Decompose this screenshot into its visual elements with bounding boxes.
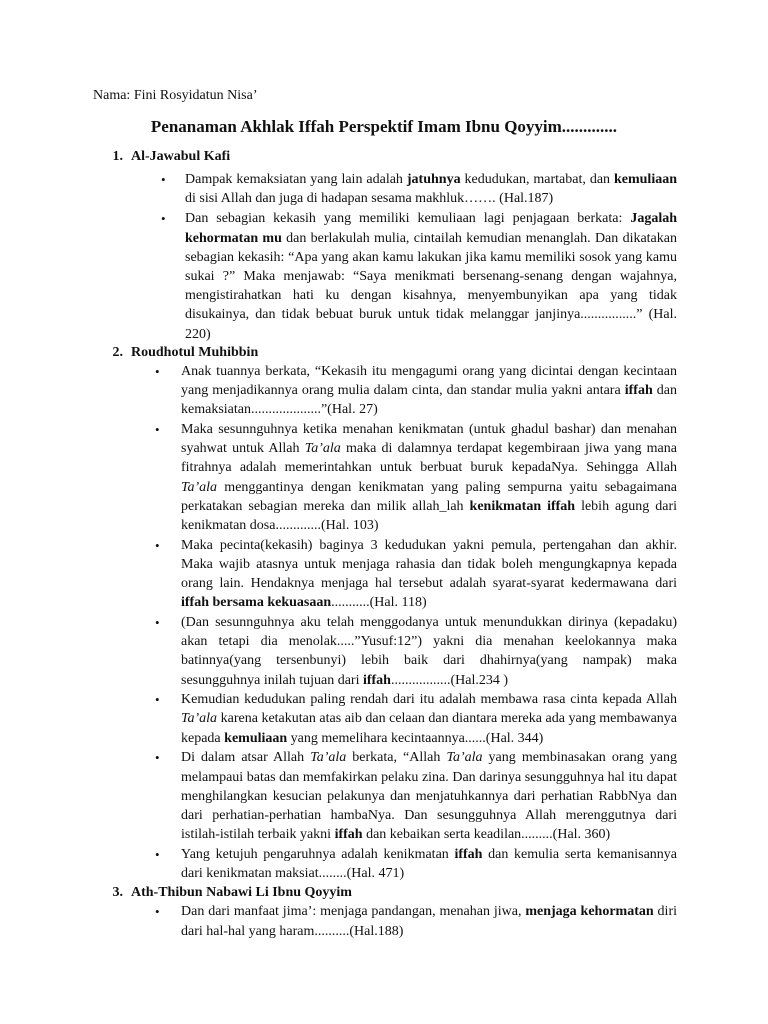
bullet-icon: •: [155, 904, 160, 920]
text-run: kedudukan, martabat, dan: [460, 172, 614, 187]
bullet-icon: •: [161, 172, 166, 187]
section-heading: [93, 344, 677, 362]
bullet-icon: •: [155, 750, 160, 766]
text-run: Maka sesunnguhnya ketika menahan kenikmatan (untuk ghadul bashar) dan menahan syahwat untuk Allah: [181, 421, 677, 457]
section-title: Roudhotul Muhibbin: [131, 344, 259, 360]
text-run: Di dalam atsar Allah: [181, 750, 311, 766]
section-3: [93, 884, 677, 940]
document-title: Penanaman Akhlak Iffah Perspektif Imam Ibnu Qoyyim.............: [150, 117, 618, 136]
bold-term: kemuliaan: [224, 730, 288, 746]
section-title: Ath-Thibun Nabawi Li Ibnu Qoyyim: [131, 885, 352, 901]
bold-term: kenikmatan iffah: [469, 498, 576, 514]
text-run: (Dan sesunnguhnya aku telah menggodanya untuk menundukkan dirinya (kepadaku) akan tetapi dia menolak.....”Yusuf:12”) yakni dia menahan keelokannya maka batinnya(yang tersenbunyi) lebih baik dari dhahirnya(yang nampak) maka sesungguhnya inilah tujuan dari: [181, 614, 677, 688]
student-name-line: Nama: Fini Rosyidatun Nisa’: [93, 88, 258, 103]
bullet-icon: •: [155, 692, 160, 708]
bold-term: menjaga kehormatan: [525, 904, 654, 920]
list-item: [155, 845, 678, 883]
section-list: [93, 148, 677, 941]
bullet-icon: •: [155, 614, 160, 630]
bullet-list: [93, 362, 677, 883]
section-number: 2.: [112, 344, 123, 360]
bold-term: iffah bersama kekuasaan: [181, 595, 332, 611]
italic-term: Ta’ala: [181, 479, 218, 495]
text-run: diri dari hal-hal yang haram..........(Hal.188): [181, 904, 677, 939]
bullet-icon: •: [155, 537, 160, 553]
bold-term: iffah: [454, 846, 483, 862]
text-run: Kemudian kedudukan paling rendah dari itu adalah membawa rasa cinta kepada Allah: [181, 692, 677, 708]
text-run: Anak tuannya berkata, “Kekasih itu mengagumi orang yang dicintai dengan kecintaan yang menjadikannya orang mulia dalam cinta, dan standar mulia yakni antara: [181, 363, 677, 399]
text-run: Dampak kemaksiatan yang lain adalah: [185, 172, 407, 187]
bold-term: Jagalah kehormatan mu: [185, 211, 677, 246]
list-item: [155, 536, 677, 613]
text-run: ...........(Hal. 118): [331, 595, 427, 611]
italic-term: Ta’ala: [304, 441, 341, 457]
bullet-icon: •: [161, 211, 166, 227]
list-item: [155, 690, 677, 748]
list-item: [155, 362, 677, 420]
text-run: dan berlakulah mulia, cintailah kemudian menanglah. Dan dikatakan sebagian kekasih: “Apa yang akan kamu lakukan jika kamu memiliki sosok yang kamu sukai ?” Maka menjawab: “Saya menikmati bersenang-senang dengan wajahnya, mengistirahatkan hati ku dengan kisahnya, menyembunyikan apa yang tidak disukainya, dan tidak bebuat buruk untuk tidak melanggar janjinya................” (Hal. 220): [185, 230, 677, 342]
bullet-list: [93, 170, 677, 344]
section-heading: [93, 884, 677, 902]
text-run: Dan dari manfaat jima’: menjaga pandangan, menahan jiwa,: [181, 904, 526, 920]
bullet-list: [93, 902, 677, 940]
list-item: [155, 420, 677, 535]
text-run: maka di dalamnya terdapat kegembiraan jiwa yang mana fitrahnya adalah memerintahkan untuk berbuat buruk kepadaNya. Sehingga Allah: [181, 441, 677, 476]
section-1: [93, 148, 677, 344]
bullet-icon: •: [155, 363, 160, 379]
section-heading: [93, 148, 677, 166]
section-title: Al-Jawabul Kafi: [131, 149, 231, 164]
text-run: dan kemulia serta kemanisannya dari kenikmatan maksiat........(Hal. 471): [181, 846, 678, 882]
text-run: dan kemaksiatan....................”(Hal. 27): [181, 383, 677, 418]
list-item: [161, 170, 677, 208]
text-run: dan kebaikan serta keadilan.........(Hal. 360): [362, 827, 611, 843]
text-run: karena ketakutan atas aib dan celaan dan diantara mereka ada yang membawanya kepada: [181, 711, 677, 746]
text-run: yang memelihara kecintaannya......(Hal. 344): [287, 730, 544, 746]
text-run: Yang ketujuh pengaruhnya adalah kenikmatan: [181, 846, 455, 862]
list-item: [161, 209, 677, 343]
italic-term: Ta’ala: [446, 750, 483, 766]
bullet-icon: •: [155, 421, 160, 437]
text-run: yang membinasakan orang yang melampaui batas dan memfakirkan pelaku zina. Dan darinya sesungguhnya hal itu dapat menghilangkan kesucian pelakunya dan menjatuhkannya dari perhatian RabbNya dan dari perhatian-perhatian hambaNya. Dan sesungguhnya Allah merenggutnya dari istilah-istilah terbaik yakni: [181, 750, 677, 843]
text-run: berkata, “Allah: [346, 750, 447, 766]
italic-term: Ta’ala: [310, 750, 347, 766]
list-item: [155, 902, 677, 940]
text-run: di sisi Allah dan juga di hadapan sesama makhluk……. (Hal.187): [185, 191, 554, 207]
bold-term: iffah: [362, 672, 391, 688]
text-run: .................(Hal.234 ): [390, 672, 509, 688]
bold-term: iffah: [624, 383, 653, 399]
bold-term: kemuliaan: [613, 172, 677, 187]
text-run: Dan sebagian kekasih yang memiliki kemuliaan lagi penjagaan berkata:: [185, 211, 631, 227]
text-run: lebih agung dari kenikmatan dosa.............(Hal. 103): [181, 498, 677, 533]
bullet-icon: •: [155, 846, 160, 862]
bold-term: iffah: [334, 827, 363, 843]
bold-term: jatuhnya: [406, 172, 461, 187]
italic-term: Ta’ala: [181, 711, 218, 727]
section-2: [93, 344, 677, 883]
list-item: [155, 613, 677, 690]
section-number: 3.: [112, 885, 123, 901]
list-item: [155, 748, 677, 844]
text-run: Maka pecinta(kekasih) baginya 3 kedudukan yakni pemula, pertengahan dan akhir. Maka wajib atasnya untuk menjaga rahasia dan tidak boleh mengungkapnya kepada orang lain. Hendaknya menjaga hal tersebut adalah syarat-syarat kedermawana dari: [181, 537, 677, 592]
text-run: menggantinya dengan kenikmatan yang paling sempurna yaitu sebagaimana perkatakan sebagian mereka dan milik allah_lah: [181, 479, 677, 514]
section-number: 1.: [112, 149, 123, 164]
